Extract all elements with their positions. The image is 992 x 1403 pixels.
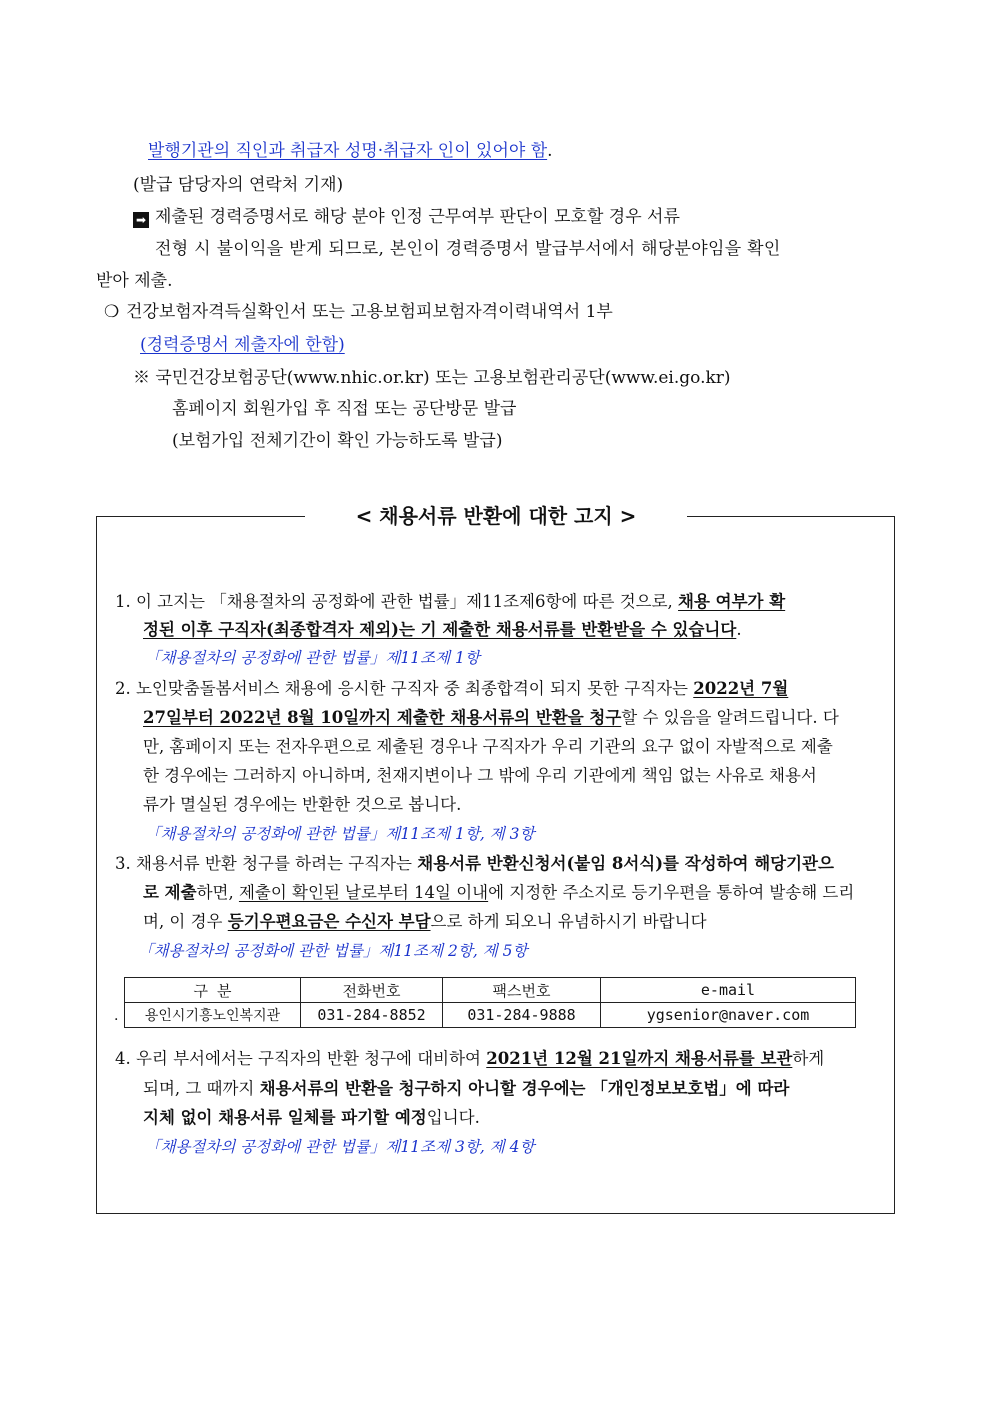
item1-emphasis-b: 정된 이후 구직자(최종합격자 제외)는 기 제출한 채용서류를 반환받을 수 있습니다 <box>143 620 737 639</box>
item3-line3 <box>143 910 707 934</box>
circle-bullet-icon: ❍ <box>104 302 120 322</box>
upper-line-4: 전형 시 불이익을 받게 되므로, 본인이 경력증명서 발급부서에서 해당분야임을 확인 <box>155 239 781 259</box>
upper-line-9: 홈페이지 회원가입 후 직접 또는 공단방문 발급 <box>172 399 517 419</box>
header-division: 구 분 <box>125 978 301 1003</box>
item3-text-d: 하면, <box>196 883 239 902</box>
item3-text-a: 3. 채용서류 반환 청구를 하려는 구직자는 <box>115 854 418 873</box>
table-header-row <box>125 978 856 1003</box>
header-email: e-mail <box>601 978 856 1003</box>
item4-text-d: 되며, 그 때까지 <box>143 1079 260 1098</box>
item2-line4: 한 경우에는 그러하지 아니하며, 천재지변이나 그 밖에 우리 기관에게 책임 없는 사유로 채용서 <box>143 766 817 785</box>
item2-line1 <box>115 677 788 701</box>
arrow-note-text: 제출된 경력증명서로 해당 분야 인정 근무여부 판단이 모호할 경우 서류 <box>155 207 680 227</box>
arrow-right-icon: ➡ <box>133 212 149 228</box>
upper-line-10: (보험가입 전체기간이 확인 가능하도록 발급) <box>172 431 503 451</box>
item1-text-a: 1. 이 고지는 「채용절차의 공정화에 관한 법률」제11조제6항에 따른 것으로, <box>115 592 679 611</box>
item3-line1 <box>115 852 834 876</box>
item3-deadline: 제출이 확인된 날로부터 14일 이내 <box>238 883 489 902</box>
item4-text-g: 입니다. <box>426 1108 480 1127</box>
item3-emphasis-a: 채용서류 반환신청서(붙임 8서식)를 작성하여 해당기관으 <box>417 854 834 873</box>
item4-retention-date: 2021년 12월 21일까지 채용서류를 보관 <box>486 1049 793 1068</box>
cell-email[interactable]: ygsenior@naver.com <box>601 1003 856 1028</box>
item3-postage-note: 등기우편요금은 수신자 부담 <box>227 912 431 931</box>
notice-title: < 채용서류 반환에 대한 고지 > <box>305 500 687 532</box>
item2-emphasis: 27일부터 2022년 8월 10일까지 제출한 채용서류의 반환을 청구 <box>143 708 622 727</box>
item1-emphasis-a: 채용 여부가 확 <box>678 592 786 611</box>
item1-period: . <box>736 620 742 639</box>
item1-line1 <box>115 590 785 614</box>
insurance-doc-text: 건강보험자격득실확인서 또는 고용보험피보험자격이력내역서 1부 <box>126 302 613 322</box>
item4-text-a: 4. 우리 부서에서는 구직자의 반환 청구에 대비하여 <box>115 1049 487 1068</box>
upper-line-2: (발급 담당자의 연락처 기재) <box>133 175 344 195</box>
upper-line-5: 받아 제출. <box>96 271 173 291</box>
item2-line2 <box>143 706 839 730</box>
item1-citation: 「채용절차의 공정화에 관한 법률」제11조제 1항 <box>145 649 480 667</box>
cell-fax: 031-284-9888 <box>443 1003 601 1028</box>
item3-emphasis-b: 로 제출 <box>143 883 197 902</box>
upper-line-6 <box>104 300 613 324</box>
item3-text-g: 며, 이 경우 <box>143 912 228 931</box>
item2-line5: 류가 멸실된 경우에는 반환한 것으로 봅니다. <box>143 795 462 814</box>
item3-citation: 「채용절차의 공정화에 관한 법률」제11조제 2항, 제 5항 <box>138 942 528 960</box>
upper-line-7: (경력증명서 제출자에 한함) <box>140 335 345 355</box>
table-dot: . <box>114 1008 119 1024</box>
item2-citation: 「채용절차의 공정화에 관한 법률」제11조제 1항, 제 3항 <box>145 825 535 843</box>
cell-organization: 용인시기흥노인복지관 <box>125 1003 301 1028</box>
item4-citation: 「채용절차의 공정화에 관한 법률」제11조제 3항, 제 4항 <box>145 1138 535 1156</box>
item3-text-f: 에 지정한 주소지로 등기우편을 통하여 발송해 드리 <box>488 883 855 902</box>
item4-emphasis-f: 지체 없이 채용서류 일체를 파기할 예정 <box>143 1108 427 1127</box>
upper-line-3 <box>133 205 680 229</box>
item4-line2 <box>143 1077 789 1101</box>
upper-line-1 <box>148 139 553 163</box>
item2-line3: 만, 홈페이지 또는 전자우편으로 제출된 경우나 구직자가 우리 기관의 요구 없이 자발적으로 제출 <box>143 737 833 756</box>
header-fax: 팩스번호 <box>443 978 601 1003</box>
item4-line1 <box>115 1047 824 1071</box>
item4-emphasis-e: 채용서류의 반환을 청구하지 아니할 경우에는 「개인정보보호법」에 따라 <box>259 1079 790 1098</box>
cell-phone: 031-284-8852 <box>301 1003 443 1028</box>
period: . <box>547 141 553 161</box>
item2-text-d: 할 수 있음을 알려드립니다. 다 <box>621 708 839 727</box>
item4-line3 <box>143 1106 480 1130</box>
contact-table <box>124 977 856 1028</box>
upper-line-8: ※ 국민건강보험공단(www.nhic.or.kr) 또는 고용보험관리공단(www.ei.go.kr) <box>133 368 731 388</box>
item4-text-c: 하게 <box>792 1049 825 1068</box>
seal-requirement-text: 발행기관의 직인과 취급자 성명·취급자 인이 있어야 함 <box>148 141 548 161</box>
table-row <box>125 1003 856 1028</box>
header-phone: 전화번호 <box>301 978 443 1003</box>
item3-text-i: 으로 하게 되오니 유념하시기 바랍니다 <box>430 912 707 931</box>
item2-text-a: 2. 노인맞춤돌봄서비스 채용에 응시한 구직자 중 최종합격이 되지 못한 구직자는 <box>115 679 694 698</box>
item3-line2 <box>143 881 854 905</box>
item1-line2 <box>143 618 742 642</box>
item2-date-start: 2022년 7월 <box>693 679 789 698</box>
